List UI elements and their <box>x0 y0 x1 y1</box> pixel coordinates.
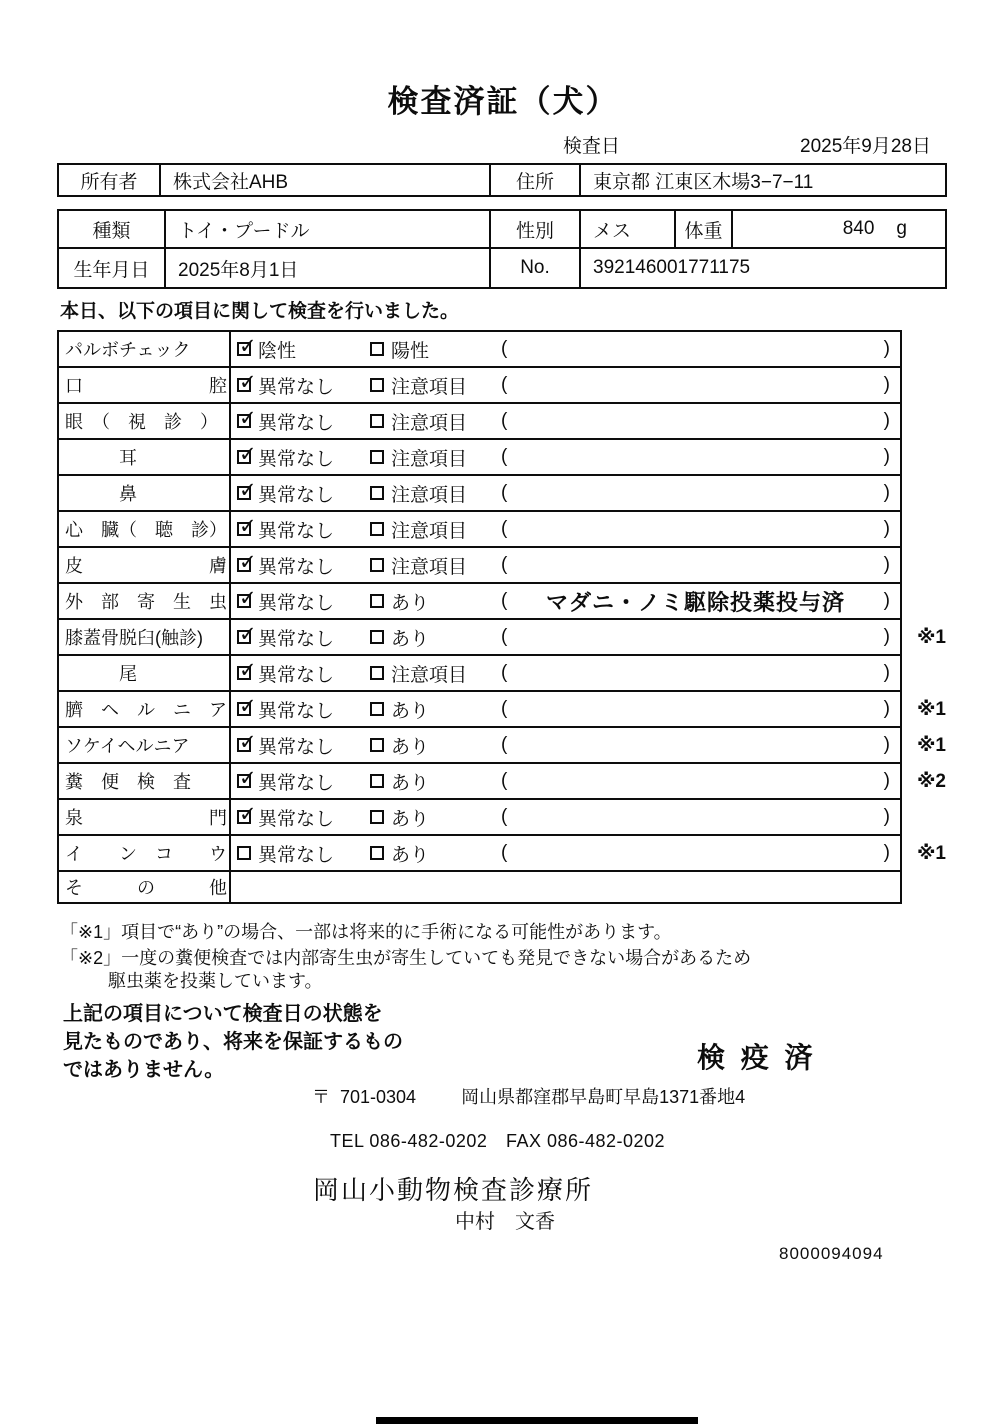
birthdate-label: 生年月日 <box>59 249 166 287</box>
weight-label: 体重 <box>676 211 733 247</box>
remark-field <box>497 374 900 396</box>
checklist-row <box>59 548 900 584</box>
checked-checkbox-icon <box>237 702 251 716</box>
checked-checkbox-icon <box>237 558 251 572</box>
primary-result-checkbox <box>231 732 364 759</box>
footnote-mark: ※1 <box>916 842 946 864</box>
paren-close: ) <box>883 482 890 503</box>
paren-close: ) <box>883 338 890 359</box>
unchecked-checkbox-icon <box>237 846 251 860</box>
checklist-row <box>59 764 946 800</box>
checked-checkbox-icon <box>237 450 251 464</box>
checklist-row-body <box>231 332 900 366</box>
checklist-item-label: 眼 （ 視 診 ） <box>59 404 231 438</box>
checklist-row-body <box>231 368 900 402</box>
checklist-row-body <box>231 656 900 690</box>
remark-field <box>497 698 900 720</box>
checkbox-label: 異常なし <box>258 772 335 794</box>
checked-checkbox-icon <box>237 810 251 824</box>
paren-open: ( <box>501 482 508 503</box>
checkbox-label: 異常なし <box>258 448 335 470</box>
checklist-row-body <box>231 548 900 582</box>
owner-value: 株式会社AHB <box>161 165 491 195</box>
checklist-row-body <box>231 764 900 798</box>
remark-field <box>497 662 900 684</box>
secondary-result-checkbox <box>364 732 497 759</box>
paren-open: ( <box>501 554 508 575</box>
checklist-row <box>59 404 900 440</box>
sex-value: メス <box>581 211 676 247</box>
checklist-row <box>59 440 900 476</box>
checkbox-label: あり <box>391 700 430 722</box>
paren-close: ) <box>883 842 890 863</box>
birthdate-value: 2025年8月1日 <box>166 249 491 287</box>
unchecked-checkbox-icon <box>370 594 384 608</box>
weight-unit: g <box>896 218 907 239</box>
checklist-row <box>59 692 946 728</box>
remark-field <box>497 734 900 756</box>
paren-close: ) <box>883 590 890 611</box>
checklist-item-label: 心 臓（ 聴 診） <box>59 512 231 546</box>
checklist-row-body <box>231 476 900 510</box>
remark-field <box>497 410 900 432</box>
checkbox-label: 注意項目 <box>391 556 468 578</box>
checked-checkbox-icon <box>237 774 251 788</box>
paren-open: ( <box>501 842 508 863</box>
unchecked-checkbox-icon <box>370 702 384 716</box>
checklist-item-label: そ の 他 <box>59 872 231 902</box>
secondary-result-checkbox <box>364 372 497 399</box>
secondary-result-checkbox <box>364 768 497 795</box>
disclaimer-text <box>63 1000 403 1084</box>
checklist-row <box>59 872 900 902</box>
remark-field <box>497 842 900 864</box>
checkbox-label: 異常なし <box>258 664 335 686</box>
checkbox-label: あり <box>391 772 430 794</box>
other-empty-cell <box>231 872 900 902</box>
remark-field <box>497 446 900 468</box>
unchecked-checkbox-icon <box>370 378 384 392</box>
checkbox-label: 異常なし <box>258 556 335 578</box>
inspection-date-label: 検査日 <box>563 136 621 157</box>
paren-close: ) <box>883 770 890 791</box>
primary-result-checkbox <box>231 552 364 579</box>
checklist-row-body <box>231 692 900 726</box>
checked-checkbox-icon <box>237 630 251 644</box>
checkbox-label: 陰性 <box>258 340 297 362</box>
checklist-item-label: ソケイヘルニア <box>59 728 231 762</box>
checked-checkbox-icon <box>237 486 251 500</box>
secondary-result-checkbox <box>364 444 497 471</box>
checkbox-label: 異常なし <box>258 484 335 506</box>
unchecked-checkbox-icon <box>370 522 384 536</box>
paren-open: ( <box>501 698 508 719</box>
secondary-result-checkbox <box>364 804 497 831</box>
dog-info-row-1 <box>59 211 945 249</box>
remark-field <box>497 586 900 617</box>
owner-label: 所有者 <box>59 165 161 195</box>
footnote-mark: ※1 <box>916 734 946 756</box>
checklist-item-label: 尾 <box>59 656 231 690</box>
postal-code: 701-0304 <box>340 1087 417 1107</box>
checkbox-label: 異常なし <box>258 412 335 434</box>
checkbox-label: あり <box>391 592 430 614</box>
secondary-result-checkbox <box>364 516 497 543</box>
checklist-row <box>59 512 900 548</box>
paren-open: ( <box>501 734 508 755</box>
checked-checkbox-icon <box>237 378 251 392</box>
paren-open: ( <box>501 374 508 395</box>
checklist-row <box>59 368 900 404</box>
veterinarian-name: 中村 文香 <box>455 1211 555 1233</box>
paren-close: ) <box>883 554 890 575</box>
checkbox-label: 異常なし <box>258 376 335 398</box>
breed-value: トイ・プードル <box>166 211 491 247</box>
primary-result-checkbox <box>231 768 364 795</box>
number-value: 392146001771175 <box>593 257 751 278</box>
checkbox-label: 陽性 <box>391 340 430 362</box>
footnote-mark: ※1 <box>916 698 946 720</box>
footnote-1: 「※1」項目で“あり”の場合、一部は将来的に手術になる可能性があります。 <box>60 922 672 942</box>
unchecked-checkbox-icon <box>370 558 384 572</box>
unchecked-checkbox-icon <box>370 738 384 752</box>
checkbox-label: 異常なし <box>258 736 335 758</box>
remark-field <box>497 482 900 504</box>
checked-checkbox-icon <box>237 666 251 680</box>
checkbox-label: 異常なし <box>258 628 335 650</box>
paren-open: ( <box>501 518 508 539</box>
paren-close: ) <box>883 734 890 755</box>
unchecked-checkbox-icon <box>370 450 384 464</box>
checkbox-label: 注意項目 <box>391 412 468 434</box>
remark-field <box>497 806 900 828</box>
checkbox-label: あり <box>391 628 430 650</box>
secondary-result-checkbox <box>364 696 497 723</box>
checklist-row-body <box>231 440 900 474</box>
checkbox-label: 注意項目 <box>391 664 468 686</box>
remark-text: マダニ・ノミ駆除投薬投与済 <box>545 589 845 615</box>
checkbox-label: 注意項目 <box>391 448 468 470</box>
checklist-row <box>59 620 946 656</box>
sex-label: 性別 <box>491 211 581 247</box>
checked-checkbox-icon <box>237 414 251 428</box>
primary-result-checkbox <box>231 516 364 543</box>
primary-result-checkbox <box>231 624 364 651</box>
secondary-result-checkbox <box>364 624 497 651</box>
inspection-date-value: 2025年9月28日 <box>800 136 931 157</box>
paren-close: ) <box>883 410 890 431</box>
weight-value-cell <box>733 211 945 247</box>
address-label: 住所 <box>491 165 581 195</box>
paren-close: ) <box>883 518 890 539</box>
remark-field <box>497 518 900 540</box>
checkbox-label: 異常なし <box>258 844 335 866</box>
clinic-postal-line <box>312 1083 745 1109</box>
checklist-item-label: 口 腔 <box>59 368 231 402</box>
checkbox-label: 異常なし <box>258 520 335 542</box>
checklist-item-label: 泉 門 <box>59 800 231 834</box>
remark-field <box>497 626 900 648</box>
dog-info-row-2 <box>59 249 945 287</box>
secondary-result-checkbox <box>364 480 497 507</box>
checkbox-label: 異常なし <box>258 700 335 722</box>
checklist-item-label: 臍 ヘ ル ニ ア <box>59 692 231 726</box>
checklist-item-label: 糞 便 検 査 <box>59 764 231 798</box>
checklist-row <box>59 800 900 836</box>
quarantine-passed-stamp: 検 疫 済 <box>697 1042 817 1073</box>
checkbox-label: あり <box>391 844 430 866</box>
paren-close: ) <box>883 806 890 827</box>
primary-result-checkbox <box>231 840 364 867</box>
checklist-item-label: 耳 <box>59 440 231 474</box>
secondary-result-checkbox <box>364 552 497 579</box>
checklist-item-label: イ ン コ ウ <box>59 836 231 870</box>
primary-result-checkbox <box>231 696 364 723</box>
unchecked-checkbox-icon <box>370 486 384 500</box>
checklist-item-label: 外 部 寄 生 虫 <box>59 584 231 618</box>
checkbox-label: 注意項目 <box>391 484 468 506</box>
paren-open: ( <box>501 410 508 431</box>
primary-result-checkbox <box>231 336 364 363</box>
checked-checkbox-icon <box>237 738 251 752</box>
checkbox-label: あり <box>391 736 430 758</box>
breed-label: 種類 <box>59 211 166 247</box>
checklist-row-body <box>231 512 900 546</box>
checklist-row <box>59 836 946 872</box>
primary-result-checkbox <box>231 408 364 435</box>
footnote-mark: ※2 <box>916 770 946 792</box>
secondary-result-checkbox <box>364 336 497 363</box>
paren-close: ) <box>883 446 890 467</box>
secondary-result-checkbox <box>364 588 497 615</box>
paren-open: ( <box>501 770 508 791</box>
footnote-2: 「※2」一度の糞便検査では内部寄生虫が寄生していても発見できない場合があるため <box>60 948 752 968</box>
checklist-row <box>59 476 900 512</box>
unchecked-checkbox-icon <box>370 810 384 824</box>
paren-close: ) <box>883 374 890 395</box>
clinic-tel-fax: TEL 086-482-0202 FAX 086-482-0202 <box>330 1131 666 1151</box>
secondary-result-checkbox <box>364 840 497 867</box>
checklist-row <box>59 584 900 620</box>
paren-close: ) <box>883 698 890 719</box>
footnote-2-continued: 駆虫薬を投薬しています。 <box>108 971 323 991</box>
unchecked-checkbox-icon <box>370 342 384 356</box>
checkbox-label: あり <box>391 808 430 830</box>
checked-checkbox-icon <box>237 522 251 536</box>
paren-open: ( <box>501 590 508 611</box>
secondary-result-checkbox <box>364 408 497 435</box>
inspection-date-row <box>563 131 931 158</box>
checklist-row <box>59 656 900 692</box>
checklist-table <box>57 330 946 904</box>
unchecked-checkbox-icon <box>370 774 384 788</box>
number-label: No. <box>491 249 581 287</box>
primary-result-checkbox <box>231 588 364 615</box>
checked-checkbox-icon <box>237 594 251 608</box>
paren-open: ( <box>501 662 508 683</box>
scan-edge-artifact <box>376 1417 698 1424</box>
checkbox-label: 注意項目 <box>391 376 468 398</box>
checklist-row-body <box>231 800 900 834</box>
checked-checkbox-icon <box>237 342 251 356</box>
disclaimer-line-2: 見たものであり、将来を保証するもの <box>63 1031 403 1053</box>
secondary-result-checkbox <box>364 660 497 687</box>
checklist-item-label: 膝蓋骨脱臼(触診) <box>59 620 231 654</box>
paren-open: ( <box>501 338 508 359</box>
disclaimer-line-3: ではありません。 <box>63 1059 225 1081</box>
checklist-row-body <box>231 620 900 654</box>
postal-mark-icon: 〒 <box>312 1087 330 1107</box>
intro-sentence: 本日、以下の項目に関して検査を行いました。 <box>60 301 460 322</box>
checkbox-label: 異常なし <box>258 808 335 830</box>
primary-result-checkbox <box>231 444 364 471</box>
checklist-row-body <box>231 584 900 618</box>
remark-field <box>497 770 900 792</box>
unchecked-checkbox-icon <box>370 630 384 644</box>
checkbox-label: 異常なし <box>258 592 335 614</box>
paren-open: ( <box>501 806 508 827</box>
paren-open: ( <box>501 446 508 467</box>
dog-info-table <box>57 209 947 289</box>
weight-value: 840 <box>842 218 875 239</box>
remark-field <box>497 554 900 576</box>
checklist-item-label: 鼻 <box>59 476 231 510</box>
paren-open: ( <box>501 626 508 647</box>
primary-result-checkbox <box>231 804 364 831</box>
primary-result-checkbox <box>231 660 364 687</box>
unchecked-checkbox-icon <box>370 666 384 680</box>
unchecked-checkbox-icon <box>370 846 384 860</box>
address-value: 東京都 江東区木場3−7−11 <box>593 171 814 193</box>
primary-result-checkbox <box>231 372 364 399</box>
footnote-mark: ※1 <box>916 626 946 648</box>
serial-number: 8000094094 <box>779 1244 884 1263</box>
checklist-row <box>59 728 946 764</box>
document-title: 検査済証（犬） <box>387 84 619 119</box>
paren-close: ) <box>883 626 890 647</box>
checklist-row-body <box>231 728 900 762</box>
clinic-address: 岡山県都窪郡早島町早島1371番地4 <box>461 1087 746 1107</box>
primary-result-checkbox <box>231 480 364 507</box>
checklist-row-body <box>231 836 900 870</box>
checklist-item-label: パルボチェック <box>59 332 231 366</box>
unchecked-checkbox-icon <box>370 414 384 428</box>
checklist-row-body <box>231 404 900 438</box>
owner-table <box>57 163 947 197</box>
clinic-name: 岡山小動物検査診療所 <box>313 1175 594 1205</box>
disclaimer-line-1: 上記の項目について検査日の状態を <box>63 1003 383 1025</box>
checklist-row <box>59 332 900 368</box>
checkbox-label: 注意項目 <box>391 520 468 542</box>
remark-field <box>497 338 900 360</box>
checklist-item-label: 皮 膚 <box>59 548 231 582</box>
paren-close: ) <box>883 662 890 683</box>
